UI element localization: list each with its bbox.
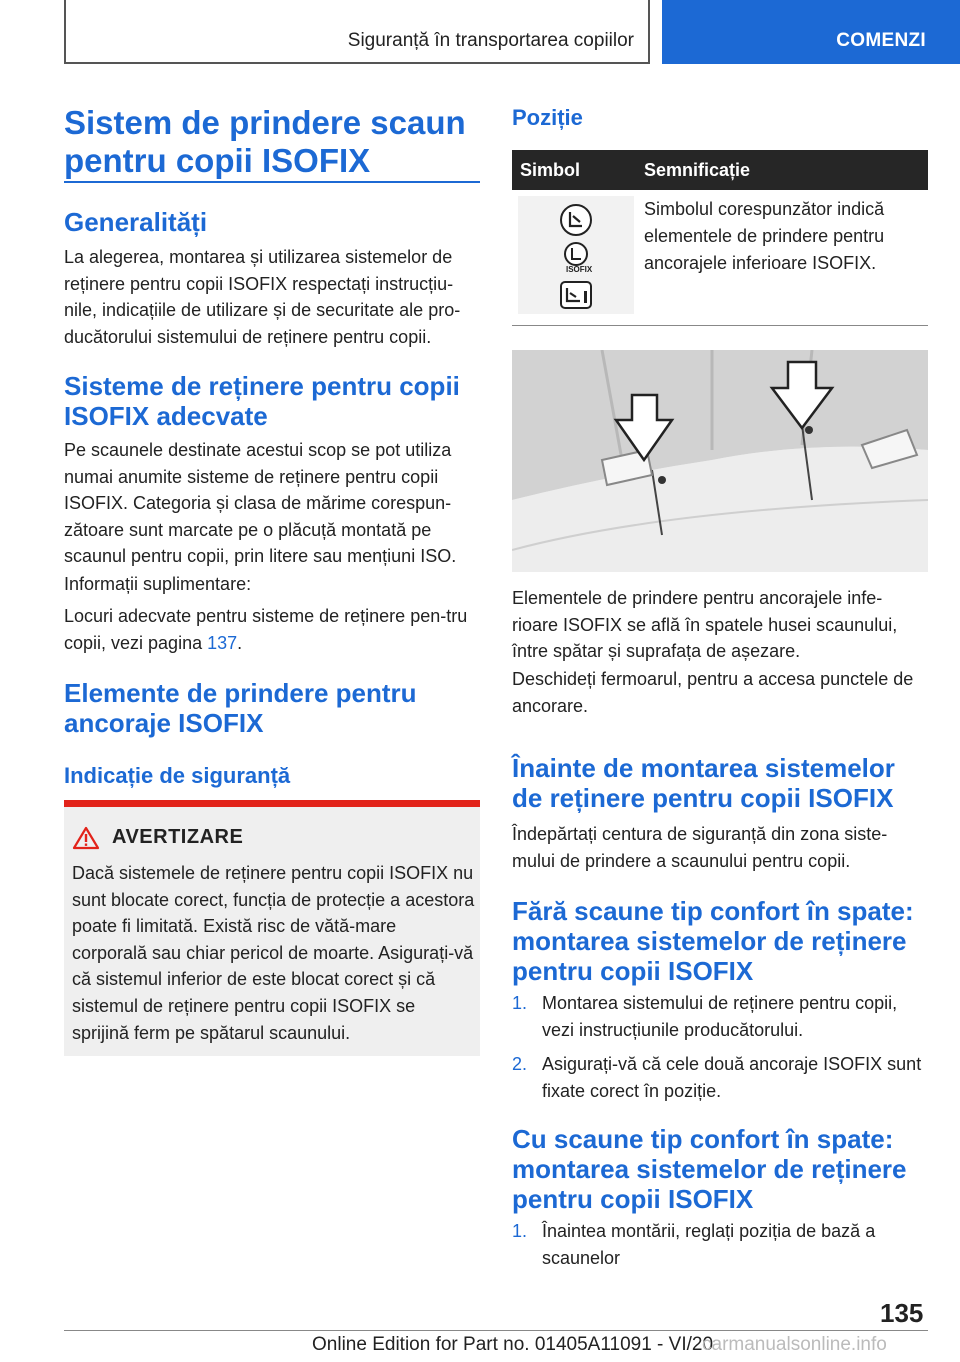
list-item: 1. Montarea sistemului de reținere pentru copii, vezi instrucțiunile producătorului. bbox=[512, 993, 898, 1040]
rear-seat-illustration bbox=[512, 350, 928, 572]
heading-suitable: Sisteme de reținere pentru copii ISOFIX adecvate bbox=[64, 371, 460, 431]
table-bottom-rule bbox=[512, 325, 928, 326]
heading-safety-note: Indicație de siguranță bbox=[64, 763, 291, 788]
page-title: Sistem de prindere scaun pentru copii ISOFIX bbox=[64, 104, 466, 179]
isofix-symbol-cell bbox=[518, 196, 634, 314]
more-info-label: Informații suplimentare: bbox=[64, 574, 252, 594]
title-divider bbox=[64, 181, 480, 183]
heading-without-comfort-seats: Fără scaune tip confort în spate: montarea sistemelor de reținere pentru copii ISOFIX bbox=[512, 896, 914, 986]
isofix-seat-photo bbox=[512, 350, 928, 572]
with-comfort-steps bbox=[512, 1218, 928, 1279]
places-paragraph bbox=[64, 603, 480, 656]
header-section-box bbox=[64, 0, 650, 64]
photo-caption: Elementele de prindere pentru ancorajele infe-rioare ISOFIX se află în spatele husei scaunului, între spătar și suprafața de așezare. bbox=[512, 588, 898, 661]
symbol-table-header bbox=[512, 150, 928, 190]
header-section-title: Siguranță în transportarea copiilor bbox=[347, 30, 634, 51]
symbol-meaning-text: Simbolul corespunzător indică elementele de prindere pentru ancorajele inferioare ISOFIX. bbox=[644, 199, 885, 273]
heading-anchor-elements: Elemente de prindere pentru ancoraje ISOFIX bbox=[64, 678, 417, 738]
isofix-symbol-label: ISOFIX bbox=[566, 265, 593, 274]
before-mounting-text: Îndepărtați centura de siguranță din zona siste-mului de prindere a scaunului pentru copii. bbox=[512, 824, 888, 871]
page-number: 135 bbox=[880, 1298, 924, 1328]
footer-edition: Online Edition for Part no. 01405A11091 - VI/20 bbox=[312, 1334, 714, 1355]
warning-bar bbox=[64, 800, 480, 807]
places-end: . bbox=[237, 632, 243, 653]
zipper-instruction: Deschideți fermoarul, pentru a accesa punctele de ancorare. bbox=[512, 669, 914, 716]
places-text: Locuri adecvate pentru sisteme de reținere pen-tru copii, vezi pagina bbox=[64, 606, 468, 653]
heading-before-mounting: Înainte de montarea sistemelor de reținere pentru copii ISOFIX bbox=[512, 753, 895, 813]
without-comfort-steps bbox=[512, 990, 928, 1112]
col-symbol-header: Simbol bbox=[520, 160, 581, 180]
header-chapter-label: COMENZI bbox=[836, 30, 926, 51]
heading-position: Poziție bbox=[512, 105, 583, 130]
warning-box bbox=[64, 800, 480, 1056]
warning-title: AVERTIZARE bbox=[112, 826, 244, 848]
suitable-paragraph: Pe scaunele destinate acestui scop se pot utiliza numai anumite sisteme de reținere pentru copii ISOFIX. Categoria și clasa de mărime corespun-zătoare sunt marcate pe o plăcuță montată pe scaunul pentru copii, prin litere sau mențiuni ISO. bbox=[64, 440, 457, 566]
col-meaning-header: Semnificație bbox=[644, 160, 751, 180]
warning-text: Dacă sistemele de reținere pentru copii ISOFIX nu sunt blocate corect, funcția de protecție a acestora poate fi limitată. Există risc de vătă-mare corporală sau chiar pericol de moarte. Asigurați-vă că sistemul inferior de este blocat corect și că sistemul de reținere pentru copii ISOFIX se sprijină ferm pe spătarul scaunului. bbox=[72, 863, 475, 1043]
isofix-seat-icon bbox=[518, 196, 634, 314]
footer-watermark: carmanualsonline.info bbox=[702, 1334, 887, 1355]
heading-with-comfort-seats: Cu scaune tip confort în spate: montarea sistemelor de reținere pentru copii ISOFIX bbox=[512, 1124, 907, 1214]
list-item: 2. Asigurați-vă că cele două ancoraje ISOFIX sunt fixate corect în poziție. bbox=[512, 1054, 922, 1101]
general-paragraph: La alegerea, montarea și utilizarea sistemelor de reținere pentru copii ISOFIX respectați instrucțiu-nile, indicațiile de utilizare și de securitate ale pro-ducătorului sistemului de reținere pentru copii. bbox=[64, 247, 461, 347]
header-chapter-tab[interactable] bbox=[662, 0, 960, 64]
footer-rule bbox=[64, 1330, 928, 1331]
list-item: 1. Înaintea montării, reglați poziția de bază a scaunelor bbox=[512, 1221, 876, 1268]
warning-triangle-icon bbox=[72, 826, 100, 850]
page-link-137[interactable]: 137 bbox=[207, 632, 238, 653]
heading-general: Generalități bbox=[64, 207, 208, 237]
